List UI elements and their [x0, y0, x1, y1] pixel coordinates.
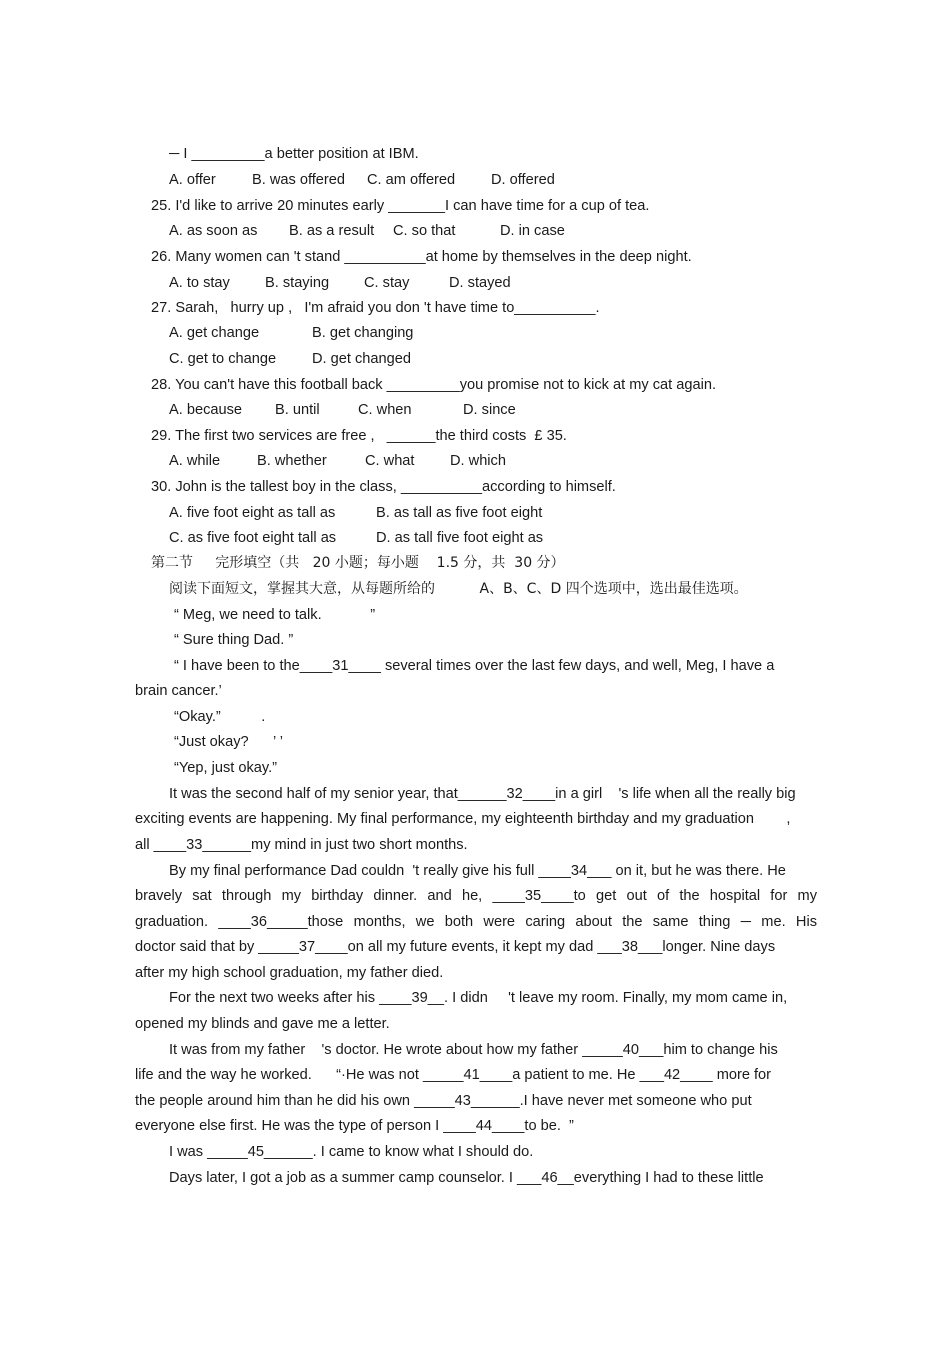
paragraph-line: the people around him than he did his own _____43______.I have never met someone who put: [135, 1093, 752, 1109]
option-c: C. stay: [364, 275, 410, 291]
question-30-options-row2: [169, 528, 769, 548]
section-instruction: 阅读下面短文，掌握其大意，从每题所给的 A、B、C、D 四个选项中，选出最佳选项。: [169, 581, 748, 597]
paragraph-line: life and the way he worked. “·He was not _____41____a patient to me. He ___42____ more for: [135, 1067, 772, 1083]
paragraph-line: Days later, I got a job as a summer camp counselor. I ___46__everything I had to these little: [169, 1170, 764, 1186]
section-heading: 第二节 完形填空（共 20 小题；每小题 1.5 分，共 30 分）: [151, 555, 565, 571]
paragraph-line: I was _____45______. I came to know what I should do.: [169, 1144, 534, 1160]
option-b: B. get changing: [312, 325, 414, 341]
paragraph-line-justified: graduation. ____36_____those months, we both were caring about the same thing ─ me. His: [135, 914, 817, 930]
question-26-options: [169, 273, 769, 293]
question-30-options-row1: [169, 503, 769, 523]
question-29-options: [169, 451, 769, 471]
paragraph-line: everyone else first. He was the type of person I ____44____to be. ”: [135, 1118, 574, 1134]
option-a: A. to stay: [169, 275, 230, 291]
question-27-stem: 27. Sarah, hurry up , I'm afraid you don 't have time to__________.: [151, 300, 600, 316]
dialogue-line: “ Sure thing Dad. ”: [174, 632, 294, 648]
paragraph-line: By my final performance Dad couldn 't really give his full ____34___ on it, but he was there. He: [169, 863, 786, 879]
option-d: D. stayed: [449, 275, 511, 291]
dialogue-line: “Okay.” .: [174, 709, 266, 725]
option-b: B. staying: [265, 275, 330, 291]
option-c: C. am offered: [367, 172, 456, 188]
paragraph-line: doctor said that by _____37____on all my future events, it kept my dad ___38___longer. Nine days: [135, 939, 776, 955]
option-b: B. was offered: [252, 172, 346, 188]
question-28-stem: 28. You can't have this football back _________you promise not to kick at my cat again.: [151, 377, 717, 393]
paragraph-line: opened my blinds and gave me a letter.: [135, 1016, 390, 1032]
question-27-options-row2: [169, 349, 769, 369]
option-a: A. while: [169, 453, 221, 469]
option-d: D. which: [450, 453, 506, 469]
paragraph-line: after my high school graduation, my father died.: [135, 965, 444, 981]
option-a: A. as soon as: [169, 223, 258, 239]
option-c: C. as five foot eight tall as: [169, 530, 337, 546]
option-d: D. since: [463, 402, 516, 418]
paragraph-line: It was from my father 's doctor. He wrote about how my father _____40___him to change his: [169, 1042, 778, 1058]
question-24-options: [169, 170, 769, 190]
question-28-options: [169, 400, 769, 420]
option-b: B. until: [275, 402, 320, 418]
question-24-stem: ─ I _________a better position at IBM.: [169, 146, 419, 162]
option-d: D. get changed: [312, 351, 411, 367]
option-c: C. so that: [393, 223, 456, 239]
paragraph-line: exciting events are happening. My final performance, my eighteenth birthday and my graduation ,: [135, 811, 791, 827]
option-c: C. when: [358, 402, 412, 418]
dialogue-line-continued: brain cancer.’: [135, 683, 222, 699]
paragraph-line: It was the second half of my senior year, that______32____in a girl 's life when all the really big: [169, 786, 796, 802]
question-26-stem: 26. Many women can 't stand __________at home by themselves in the deep night.: [151, 249, 692, 265]
dialogue-line: “Yep, just okay.”: [174, 760, 278, 776]
option-d: D. in case: [500, 223, 565, 239]
option-d: D. as tall five foot eight as: [376, 530, 544, 546]
option-a: A. because: [169, 402, 243, 418]
option-c: C. get to change: [169, 351, 277, 367]
option-b: B. whether: [257, 453, 327, 469]
dialogue-line: “ Meg, we need to talk. ”: [174, 607, 376, 623]
option-b: B. as a result: [289, 223, 375, 239]
option-b: B. as tall as five foot eight: [376, 505, 543, 521]
paragraph-line-justified: bravely sat through my birthday dinner. and he, ____35____to get out of the hospital for my: [135, 888, 817, 904]
option-a: A. five foot eight as tall as: [169, 505, 336, 521]
dialogue-line: “ I have been to the____31____ several times over the last few days, and well, Meg, I have a: [174, 658, 775, 674]
paragraph-line: all ____33______my mind in just two short months.: [135, 837, 468, 853]
question-30-stem: 30. John is the tallest boy in the class, __________according to himself.: [151, 479, 616, 495]
dialogue-line: “Just okay? ’ ’: [174, 734, 283, 750]
option-d: D. offered: [491, 172, 555, 188]
paragraph-line: For the next two weeks after his ____39__. I didn 't leave my room. Finally, my mom came in,: [169, 990, 788, 1006]
option-a: A. get change: [169, 325, 260, 341]
question-25-options: [169, 221, 769, 241]
question-25-stem: 25. I'd like to arrive 20 minutes early _______I can have time for a cup of tea.: [151, 198, 650, 214]
question-29-stem: 29. The first two services are free , ______the third costs £ 35.: [151, 428, 567, 444]
option-c: C. what: [365, 453, 415, 469]
option-a: A. offer: [169, 172, 216, 188]
question-27-options-row1: [169, 323, 769, 343]
